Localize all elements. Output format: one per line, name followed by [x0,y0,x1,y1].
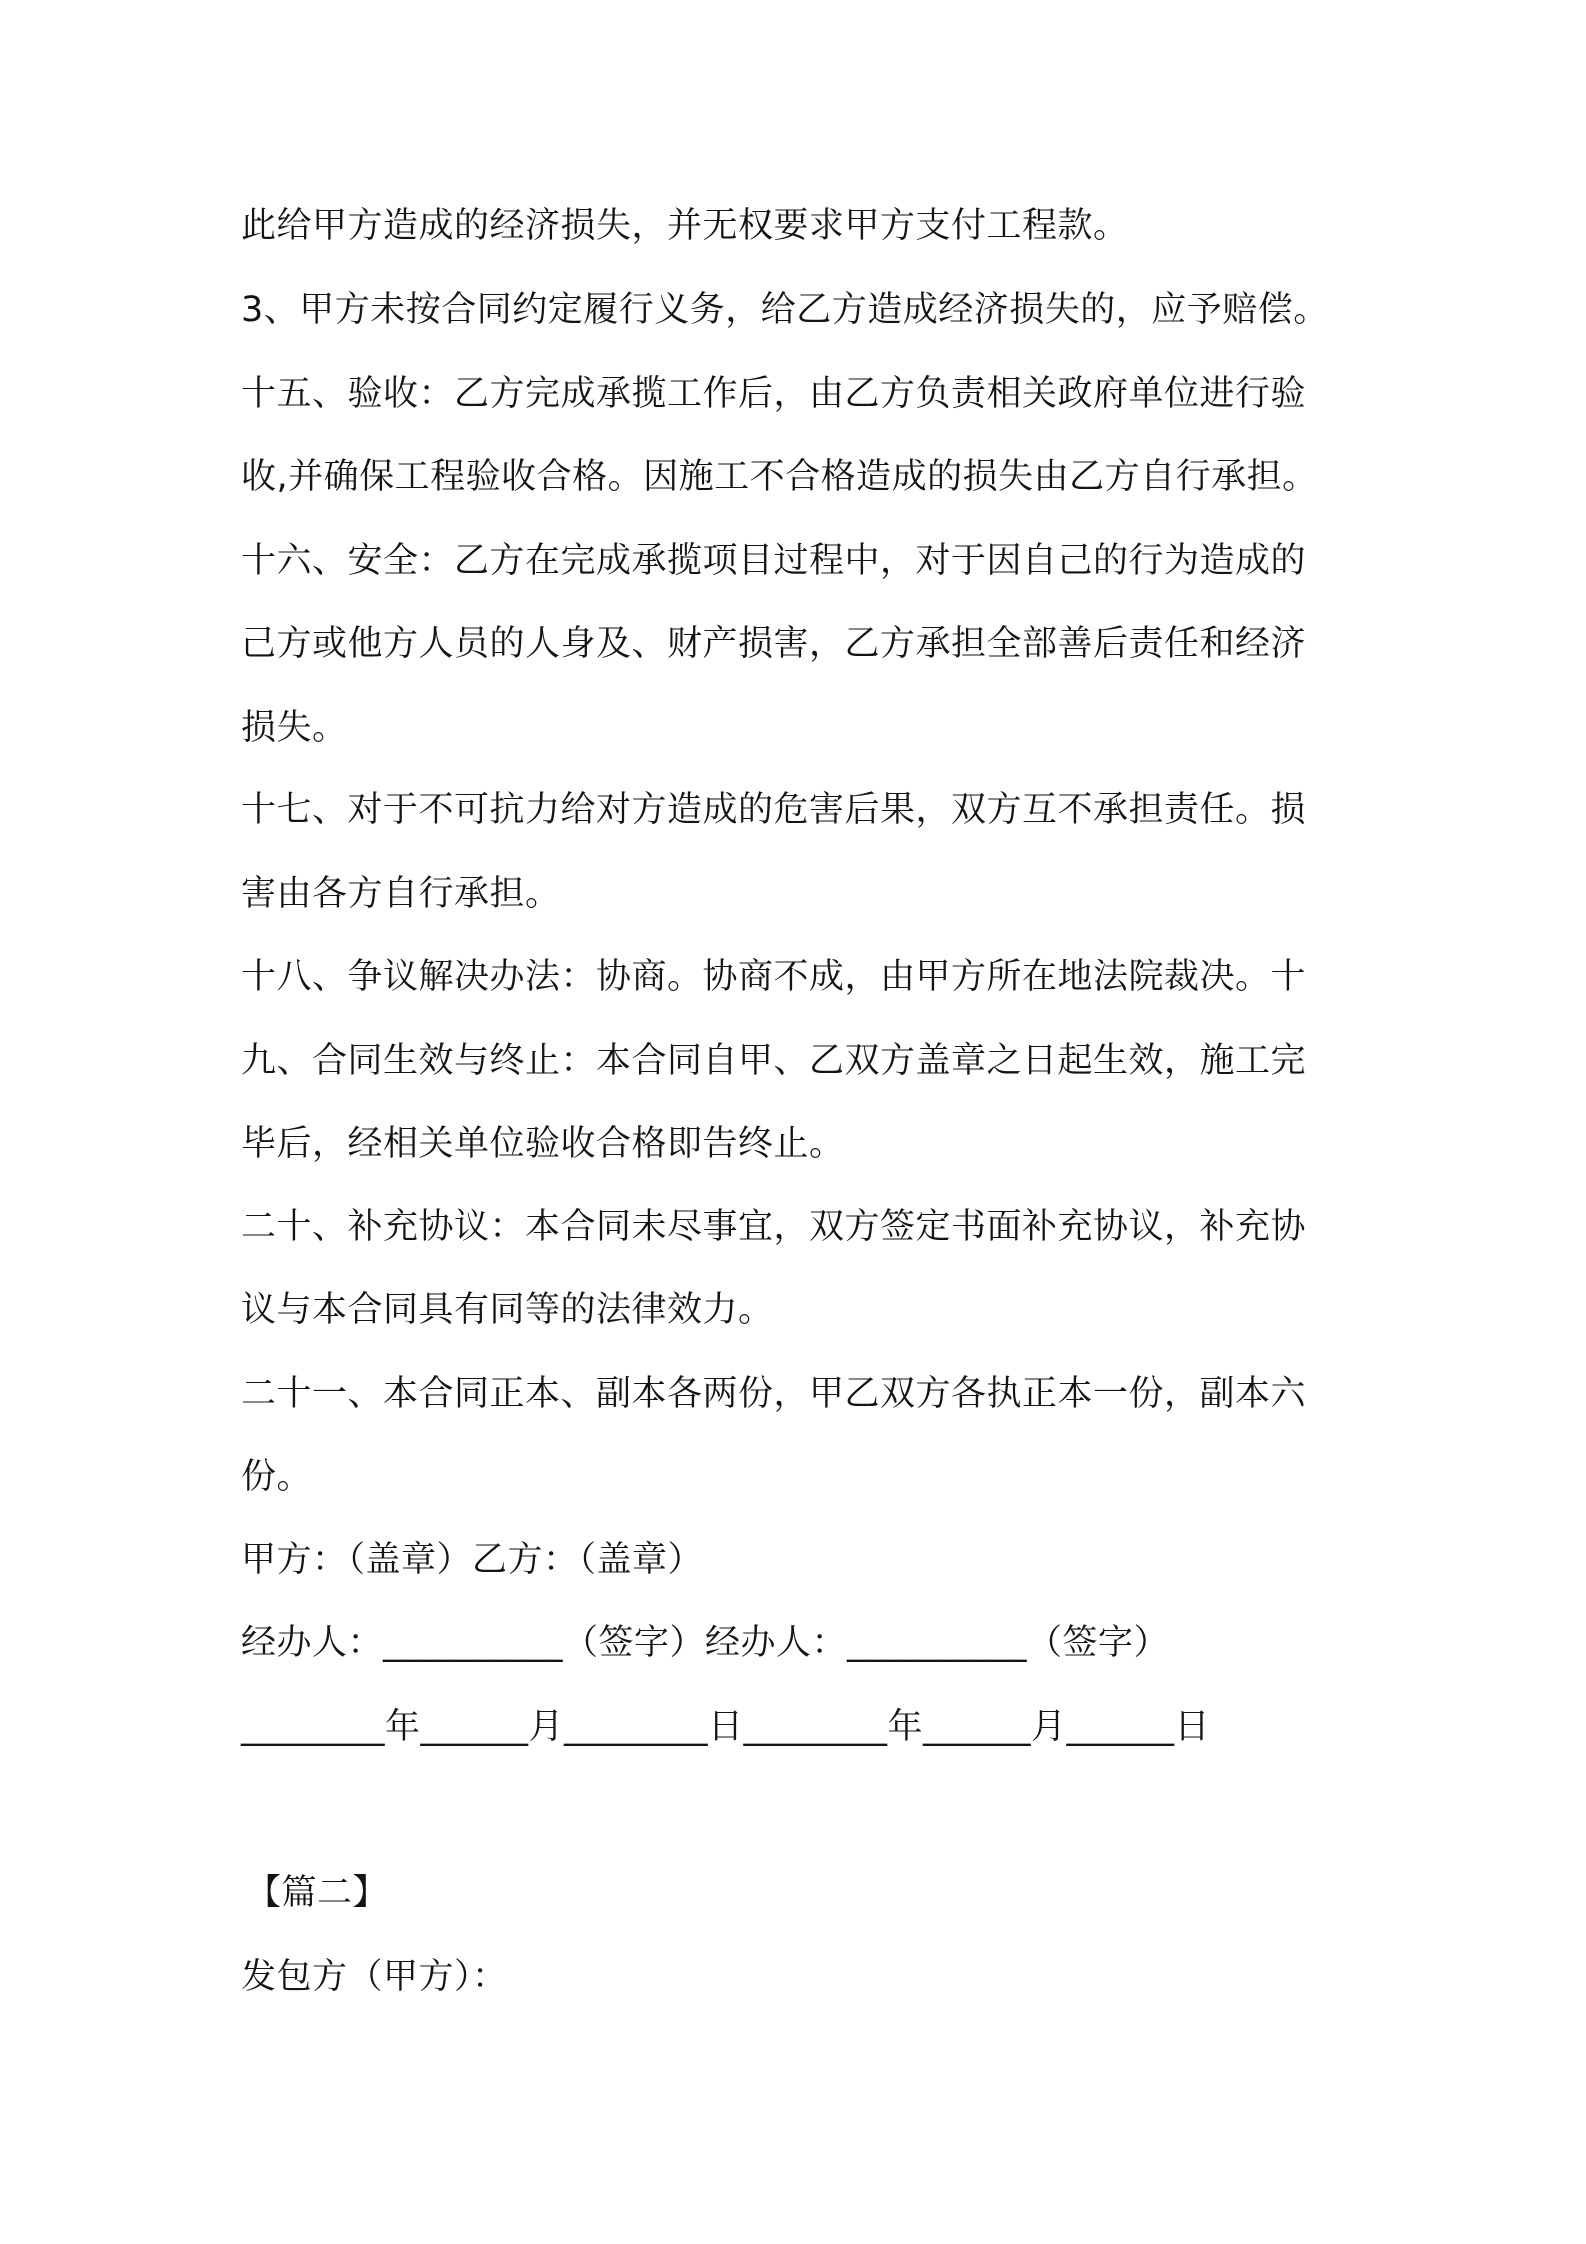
paragraph-line: 二十一、本合同正本、副本各两份，甲乙双方各执正本一份，副本六 [241,1374,1307,1414]
paragraph-line: 损失。 [241,708,348,748]
signature-date-line: ________年______月________日________年______月______日 [241,1707,1211,1747]
signature-stamp-line: 甲方：（盖章）乙方：（盖章） [241,1540,704,1580]
paragraph-line: 份。 [241,1457,313,1497]
paragraph-line: 害由各方自行承担。 [241,874,561,914]
paragraph-line: 议与本合同具有同等的法律效力。 [241,1290,774,1330]
section-heading: 【篇二】 [246,1873,389,1913]
paragraph-line: 二十、补充协议：本合同未尽事宜，双方签定书面补充协议，补充协 [241,1207,1307,1247]
paragraph-line: 收,并确保工程验收合格。因施工不合格造成的损失由乙方自行承担。 [241,457,1318,497]
paragraph-line: 十七、对于不可抗力给对方造成的危害后果，双方互不承担责任。损 [241,790,1307,830]
paragraph-line: 十六、安全：乙方在完成承揽项目过程中，对于因自己的行为造成的 [241,541,1307,581]
paragraph-line: 毕后，经相关单位验收合格即告终止。 [241,1124,845,1164]
paragraph-line: 3、甲方未按合同约定履行义务，给乙方造成经济损失的，应予赔偿。 [241,290,1329,330]
paragraph-line: 十五、验收：乙方完成承揽工作后，由乙方负责相关政府单位进行验 [241,374,1307,414]
paragraph-line: 九、合同生效与终止：本合同自甲、乙双方盖章之日起生效，施工完 [241,1041,1307,1081]
paragraph-line: 此给甲方造成的经济损失，并无权要求甲方支付工程款。 [241,206,1129,246]
paragraph-line: 十八、争议解决办法：协商。协商不成，由甲方所在地法院裁决。十 [241,957,1307,997]
paragraph-line: 己方或他方人员的人身及、财产损害，乙方承担全部善后责任和经济 [241,624,1307,664]
signature-handler-line: 经办人：__________（签字）经办人：__________（签字） [241,1623,1170,1663]
paragraph-line: 发包方（甲方）： [241,1957,508,1997]
